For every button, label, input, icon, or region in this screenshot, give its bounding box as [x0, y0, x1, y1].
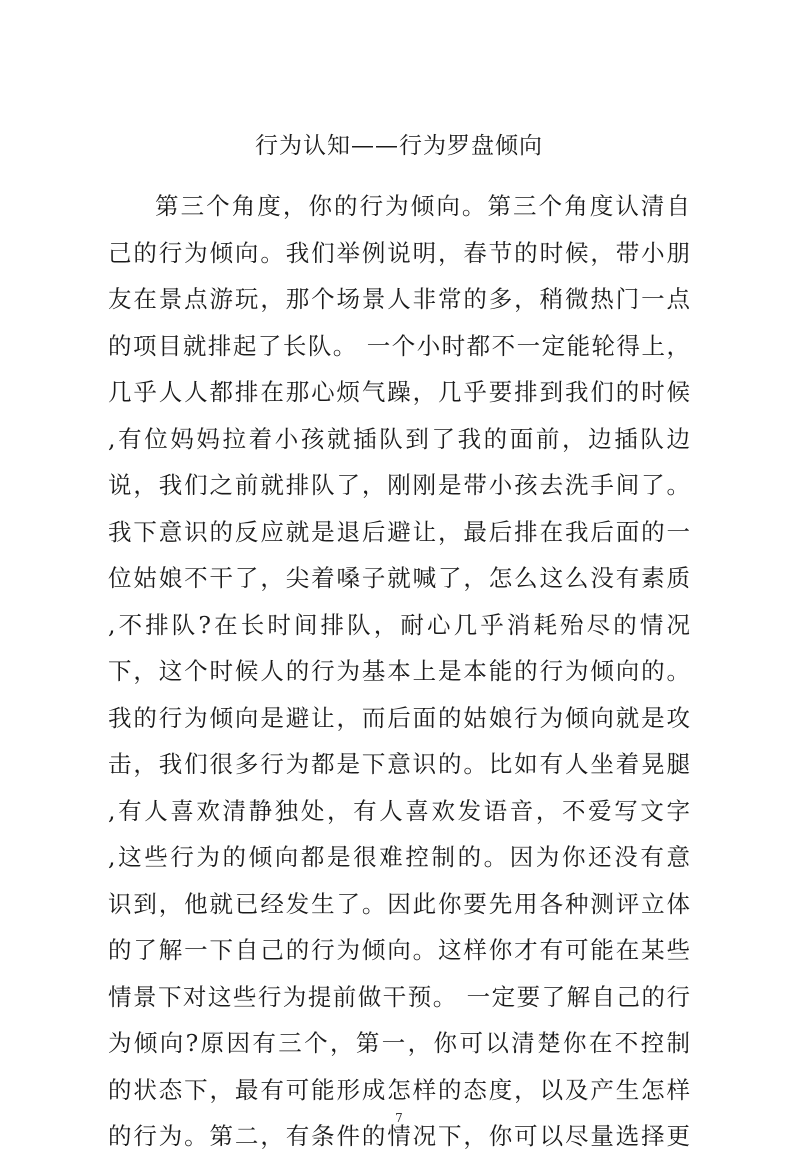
text-line: 第三个角度，你的行为倾向。第三个角度认清自 — [155, 192, 690, 220]
text-line: 击，我们很多行为都是下意识的。比如有人坐着晃腿 — [108, 750, 690, 778]
page-title: 行为认知——行为罗盘倾向 — [255, 133, 543, 159]
text-line: ,不排队?在长时间排队，耐心几乎消耗殆尽的情况 — [108, 610, 690, 639]
text-line: 下，这个时候人的行为基本上是本能的行为倾向的。 — [108, 657, 690, 685]
text-line: 位姑娘不干了，尖着嗓子就喊了，怎么这么没有素质 — [108, 564, 690, 592]
text-line: 为倾向?原因有三个，第一，你可以清楚你在不控制 — [108, 1029, 690, 1057]
text-line: 己的行为倾向。我们举例说明，春节的时候，带小朋 — [108, 238, 690, 267]
text-line: 的状态下，最有可能形成怎样的态度，以及产生怎样 — [108, 1075, 690, 1104]
text-line: 说，我们之前就排队了，刚刚是带小孩去洗手间了。 — [108, 471, 690, 499]
text-line: 情景下对这些行为提前做干预。 一定要了解自己的行 — [108, 982, 690, 1011]
text-line: 的了解一下自己的行为倾向。这样你才有可能在某些 — [108, 936, 690, 964]
text-line: 我下意识的反应就是退后避让，最后排在我后面的一 — [108, 517, 690, 546]
text-line: ,这些行为的倾向都是很难控制的。因为你还没有意 — [108, 843, 690, 871]
text-line: 友在景点游玩，那个场景人非常的多，稍微热门一点 — [108, 285, 690, 313]
text-line: ,有人喜欢清静独处，有人喜欢发语音，不爱写文字 — [108, 796, 690, 825]
text-line: ,有位妈妈拉着小孩就插队到了我的面前，边插队边 — [108, 424, 690, 453]
text-line: 的行为。第二，有条件的情况下，你可以尽量选择更 — [108, 1122, 690, 1150]
page-number: 7 — [395, 1111, 403, 1125]
text-line: 的项目就排起了长队。 一个小时都不一定能轮得上， — [108, 331, 690, 360]
text-line: 识到，他就已经发生了。因此你要先用各种测评立体 — [108, 889, 690, 918]
text-line: 我的行为倾向是避让，而后面的姑娘行为倾向就是攻 — [108, 703, 690, 732]
body-paragraph — [108, 183, 690, 1160]
text-line: 几乎人人都排在那心烦气躁，几乎要排到我们的时候 — [108, 378, 690, 406]
